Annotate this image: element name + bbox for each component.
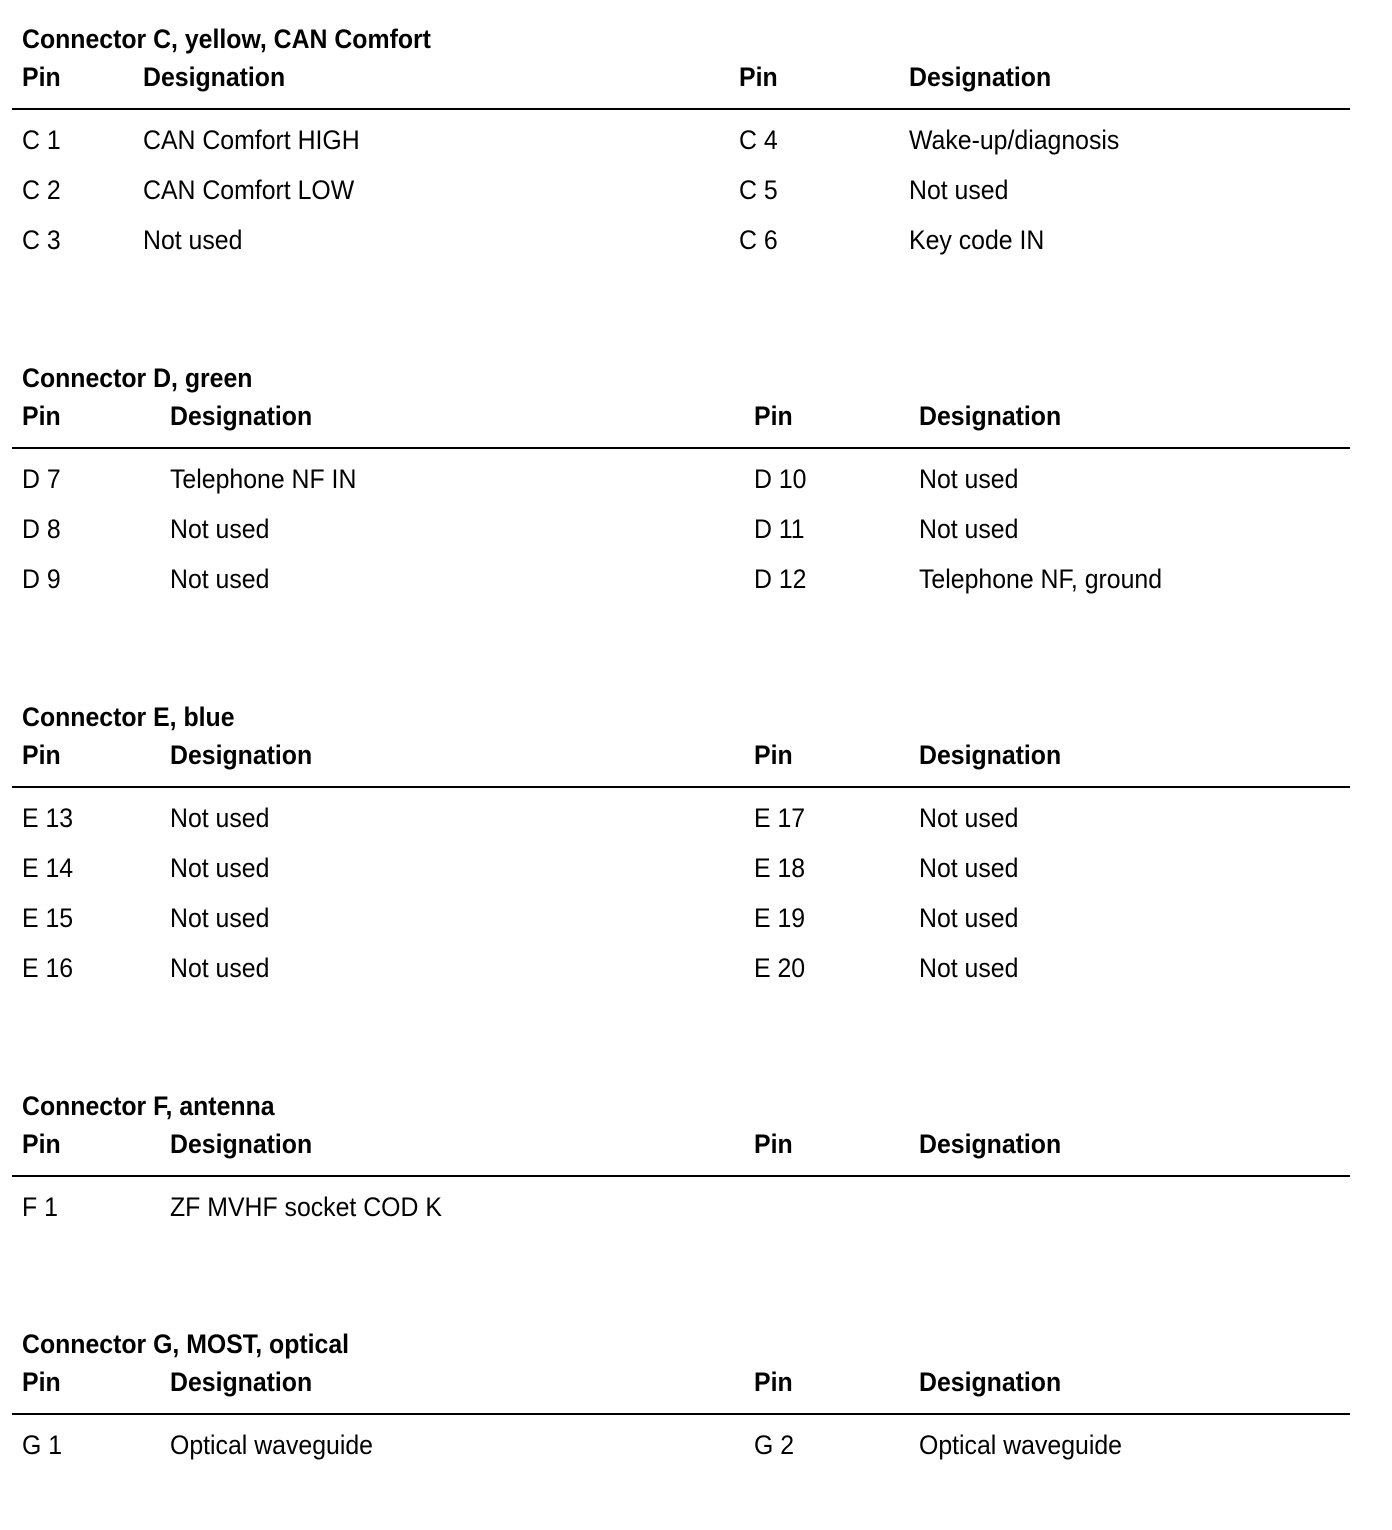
designation-cell: Optical waveguide	[170, 1430, 373, 1460]
pin-cell: D 8	[22, 514, 61, 544]
table-row	[12, 793, 1350, 843]
designation-cell: Not used	[170, 514, 270, 544]
pin-cell: C 1	[22, 125, 61, 155]
table-row	[12, 1182, 1350, 1232]
pin-cell: E 18	[754, 853, 806, 883]
designation-cell: Not used	[143, 225, 243, 255]
pin-cell: F 1	[22, 1192, 58, 1222]
designation-cell: Telephone NF, ground	[919, 564, 1163, 594]
designation-cell: Not used	[919, 903, 1019, 933]
table-row	[12, 893, 1350, 943]
header-pin: Pin	[22, 740, 61, 770]
pin-cell: D 12	[754, 564, 807, 594]
pin-cell: D 11	[754, 514, 805, 544]
pin-cell: D 7	[22, 464, 61, 494]
header-pin: Pin	[754, 1367, 793, 1397]
header-designation: Designation	[909, 62, 1052, 92]
header-designation: Designation	[919, 1367, 1062, 1397]
table-header	[12, 1365, 1350, 1415]
table-row	[12, 454, 1350, 504]
table-row	[12, 554, 1350, 604]
designation-cell: Not used	[170, 953, 270, 983]
pin-cell: E 13	[22, 803, 74, 833]
pin-cell: D 10	[754, 464, 807, 494]
designation-cell: Not used	[170, 903, 270, 933]
header-designation: Designation	[170, 1129, 313, 1159]
table-header	[12, 60, 1350, 110]
pin-cell: E 15	[22, 903, 74, 933]
designation-cell: Not used	[170, 564, 270, 594]
header-designation: Designation	[170, 401, 313, 431]
designation-cell: Not used	[919, 853, 1019, 883]
designation-cell: CAN Comfort LOW	[143, 175, 355, 205]
table-row	[12, 504, 1350, 554]
designation-cell: Optical waveguide	[919, 1430, 1122, 1460]
table-row	[12, 943, 1350, 993]
header-pin: Pin	[754, 1129, 793, 1159]
table-row	[12, 165, 1350, 215]
pin-cell: C 3	[22, 225, 61, 255]
designation-cell: ZF MVHF socket COD K	[170, 1192, 442, 1222]
table-header	[12, 1127, 1350, 1177]
header-pin: Pin	[739, 62, 778, 92]
designation-cell: Not used	[170, 803, 270, 833]
pin-cell: E 20	[754, 953, 806, 983]
pin-cell: G 2	[754, 1430, 795, 1460]
table-header	[12, 738, 1350, 788]
table-header	[12, 399, 1350, 449]
section-title: Connector G, MOST, optical	[22, 1329, 350, 1359]
header-pin: Pin	[22, 401, 61, 431]
header-designation: Designation	[919, 1129, 1062, 1159]
header-pin: Pin	[22, 62, 61, 92]
designation-cell: Telephone NF IN	[170, 464, 357, 494]
pin-cell: C 5	[739, 175, 778, 205]
section-title: Connector E, blue	[22, 702, 235, 732]
section-title: Connector C, yellow, CAN Comfort	[22, 24, 431, 54]
pin-cell: E 19	[754, 903, 806, 933]
designation-cell: Not used	[909, 175, 1009, 205]
header-pin: Pin	[22, 1129, 61, 1159]
designation-cell: Wake-up/diagnosis	[909, 125, 1120, 155]
header-pin: Pin	[754, 740, 793, 770]
pin-cell: E 17	[754, 803, 806, 833]
designation-cell: CAN Comfort HIGH	[143, 125, 360, 155]
pin-cell: G 1	[22, 1430, 63, 1460]
designation-cell: Not used	[919, 464, 1019, 494]
pin-cell: C 2	[22, 175, 61, 205]
section-title: Connector D, green	[22, 363, 253, 393]
header-designation: Designation	[919, 401, 1062, 431]
designation-cell: Not used	[919, 953, 1019, 983]
pin-cell: C 6	[739, 225, 778, 255]
header-pin: Pin	[754, 401, 793, 431]
table-row	[12, 215, 1350, 265]
header-designation: Designation	[143, 62, 286, 92]
table-row	[12, 115, 1350, 165]
designation-cell: Not used	[170, 853, 270, 883]
pin-cell: C 4	[739, 125, 778, 155]
header-pin: Pin	[22, 1367, 61, 1397]
pin-cell: E 14	[22, 853, 74, 883]
designation-cell: Not used	[919, 514, 1019, 544]
designation-cell: Key code IN	[909, 225, 1045, 255]
section-title: Connector F, antenna	[22, 1091, 275, 1121]
table-row	[12, 843, 1350, 893]
designation-cell: Not used	[919, 803, 1019, 833]
header-designation: Designation	[170, 740, 313, 770]
header-designation: Designation	[170, 1367, 313, 1397]
table-row	[12, 1420, 1350, 1470]
header-designation: Designation	[919, 740, 1062, 770]
pin-cell: D 9	[22, 564, 61, 594]
pin-cell: E 16	[22, 953, 74, 983]
